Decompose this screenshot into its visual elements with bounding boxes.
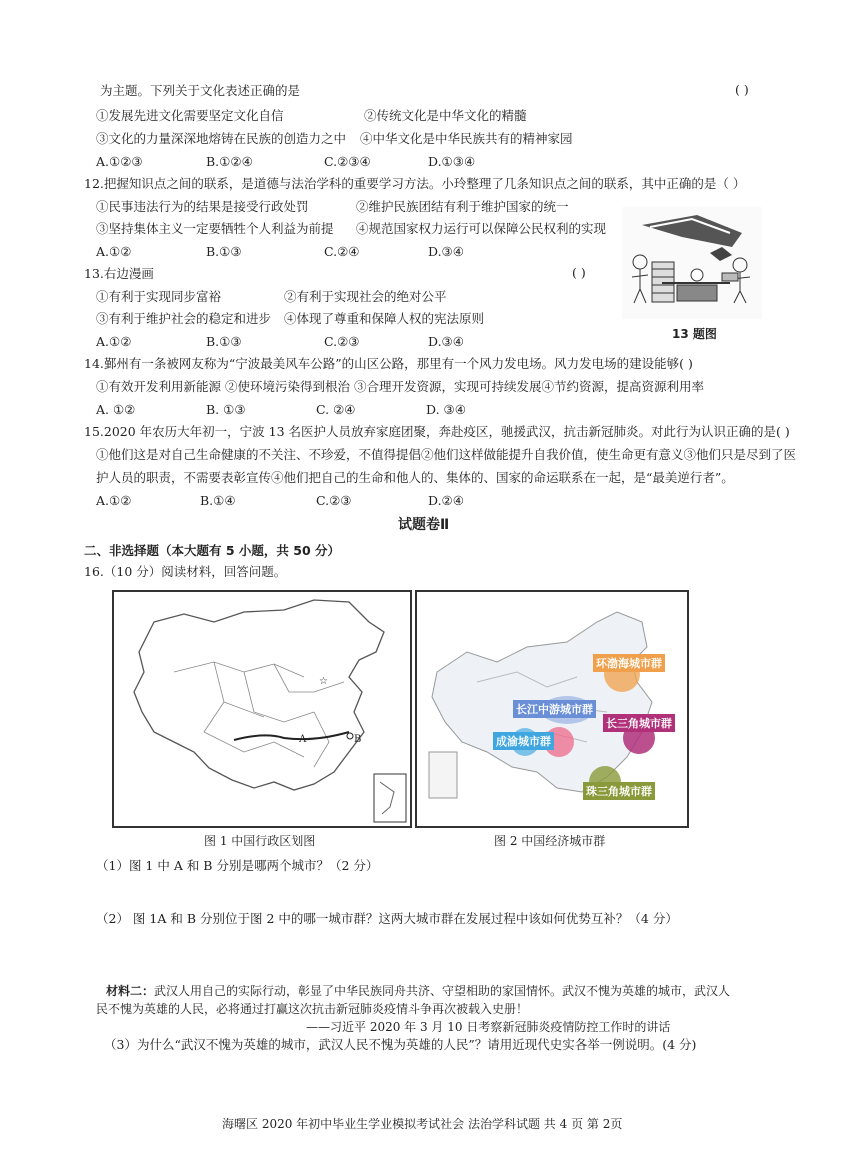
q11-option-1: ①发展先进文化需要坚定文化自信 — [96, 108, 284, 123]
q13-option-1: ①有利于实现同步富裕 — [96, 289, 222, 304]
q15-stem: 15.2020 年农历大年初一，宁波 13 名医护人员放弃家庭团聚，奔赴疫区，驰援武汉，抗击新冠肺炎。对此行为认识正确的是( ) — [84, 424, 790, 439]
china-map-outline-icon — [114, 592, 410, 826]
q13-cartoon — [622, 207, 762, 319]
material2-line-2: 民不愧为英雄的人民，必将通过打赢这次抗击新冠肺炎疫情斗争再次被载入史册！ — [96, 1002, 529, 1016]
q11-stem-tail: 为主题。下列关于文化表述正确的是 — [100, 83, 301, 98]
q15-choice-d: D.②④ — [428, 493, 464, 508]
cluster-changsanjiao: 长三角城市群 — [603, 714, 675, 732]
cluster-bohai: 环渤海城市群 — [593, 654, 665, 672]
q11-option-2: ②传统文化是中华文化的精髓 — [364, 108, 527, 123]
map-label-star: ☆ — [319, 676, 328, 687]
q11-choice-a: A.①②③ — [96, 154, 143, 169]
q14-stem: 14.鄞州有一条被网友称为“宁波最美风车公路”的山区公路，那里有一个风力发电场。风力发电场的建设能够( ) — [84, 356, 693, 371]
material2-text-1: 武汉人用自己的实际行动，彰显了中华民族同舟共济、守望相助的家国情怀。武汉不愧为英雄的城市，武汉人 — [154, 984, 731, 998]
figure-2-caption: 图 2 中国经济城市群 — [494, 834, 606, 848]
q13-choice-a: A.①② — [96, 334, 132, 349]
q12-choice-a: A.①② — [96, 244, 132, 259]
q11-choice-d: D.①③④ — [428, 154, 476, 169]
cluster-chengyu: 成渝城市群 — [493, 732, 554, 750]
q11-choice-b: B.①②④ — [206, 154, 253, 169]
q13-option-3: ③有利于维护社会的稳定和进步 — [96, 311, 272, 326]
figure-1-caption: 图 1 中国行政区划图 — [204, 834, 316, 848]
q15-choice-c: C.②③ — [316, 493, 352, 508]
q13-option-4: ④体现了尊重和保障人权的宪法原则 — [284, 311, 485, 326]
q14-choice-b: B. ①③ — [206, 402, 246, 417]
q13-answer-paren: ( ) — [572, 265, 586, 280]
q16-stem: 16.（10 分）阅读材料，回答问题。 — [84, 564, 287, 579]
q15-choice-b: B.①④ — [200, 493, 236, 508]
q13-choice-b: B.①③ — [206, 334, 242, 349]
q12-choice-b: B.①③ — [206, 244, 242, 259]
q12-option-4: ④规范国家权力运行可以保障公民权利的实现 — [356, 221, 607, 236]
material2-line-1 — [106, 982, 730, 1000]
q12-option-2: ②维护民族团结有利于维护国家的统一 — [356, 199, 569, 214]
figure-2-map — [415, 590, 689, 828]
q13-choice-c: C.②③ — [324, 334, 360, 349]
q13-stem: 13.右边漫画 — [84, 266, 154, 281]
q16-sub-2: （2） 图 1A 和 B 分别位于图 2 中的哪一城市群？这两大城市群在发展过程中该如何优势互补？（4 分） — [96, 911, 678, 926]
q12-option-1: ①民事违法行为的结果是接受行政处罚 — [96, 199, 309, 214]
cluster-zhusanjiao: 珠三角城市群 — [583, 782, 655, 800]
q11-option-3: ③文化的力量深深地熔铸在民族的创造力之中 — [96, 131, 347, 146]
q13-option-2: ②有利于实现社会的绝对公平 — [284, 289, 447, 304]
section-heading: 二、非选择题（本大题有 5 小题，共 50 分） — [84, 543, 341, 558]
q12-choice-c: C.②④ — [324, 244, 360, 259]
q11-answer-paren: ( ) — [735, 82, 749, 97]
cluster-changjiang: 长江中游城市群 — [513, 700, 596, 718]
figure-1-map — [112, 590, 412, 828]
q13-choice-d: D.③④ — [428, 334, 464, 349]
q14-options: ①有效开发利用新能源 ②使环境污染得到根治 ③合理开发资源，实现可持续发展④节约资源，提高资源利用率 — [96, 379, 704, 394]
q12-stem: 12.把握知识点之间的联系，是道德与法治学科的重要学习方法。小玲整理了几条知识点之间的联系，其中正确的是（ ） — [84, 176, 746, 191]
cartoon-drawing-icon — [622, 207, 762, 319]
q16-sub-1: （1）图 1 中 A 和 B 分别是哪两个城市？（2 分） — [96, 858, 379, 873]
material2-source: ——习近平 2020 年 3 月 10 日考察新冠肺炎疫情防控工作时的讲话 — [306, 1020, 671, 1034]
material2-label: 材料二： — [106, 984, 155, 998]
map-label-b: B — [354, 734, 362, 745]
q11-choice-c: C.②③④ — [324, 154, 371, 169]
q15-options-line-2: 护人员的职责，不需要表彰宣传④他们把自己的生命和他人的、集体的、国家的命运联系在一起，是“最美逆行者”。 — [96, 470, 734, 485]
page-footer: 海曙区 2020 年初中毕业生学业模拟考试社会 法治学科试题 共 4 页 第 2页 — [222, 1117, 623, 1131]
q14-choice-c: C. ②④ — [316, 402, 356, 417]
map-label-a: A — [299, 734, 307, 745]
q15-choice-a: A.①② — [96, 493, 132, 508]
q15-options-line-1: ①他们这是对自己生命健康的不关注、不珍爱，不值得提倡②他们这样做能提升自我价值，使生命更有意义③他们只是尽到了医 — [96, 447, 797, 462]
q14-choice-a: A. ①② — [96, 402, 136, 417]
q12-choice-d: D.③④ — [428, 244, 464, 259]
q11-option-4: ④中华文化是中华民族共有的精神家园 — [360, 131, 573, 146]
section-title: 试题卷Ⅱ — [398, 517, 450, 533]
q13-figure-caption: 13 题图 — [672, 327, 717, 341]
q12-option-3: ③坚持集体主义一定要牺牲个人利益为前提 — [96, 221, 334, 236]
q16-sub-3: （3）为什么“武汉不愧为英雄的城市，武汉人民不愧为英雄的人民”？请用近现代史实各举一例说明。(4 分) — [104, 1037, 697, 1052]
q14-choice-d: D. ③④ — [426, 402, 466, 417]
